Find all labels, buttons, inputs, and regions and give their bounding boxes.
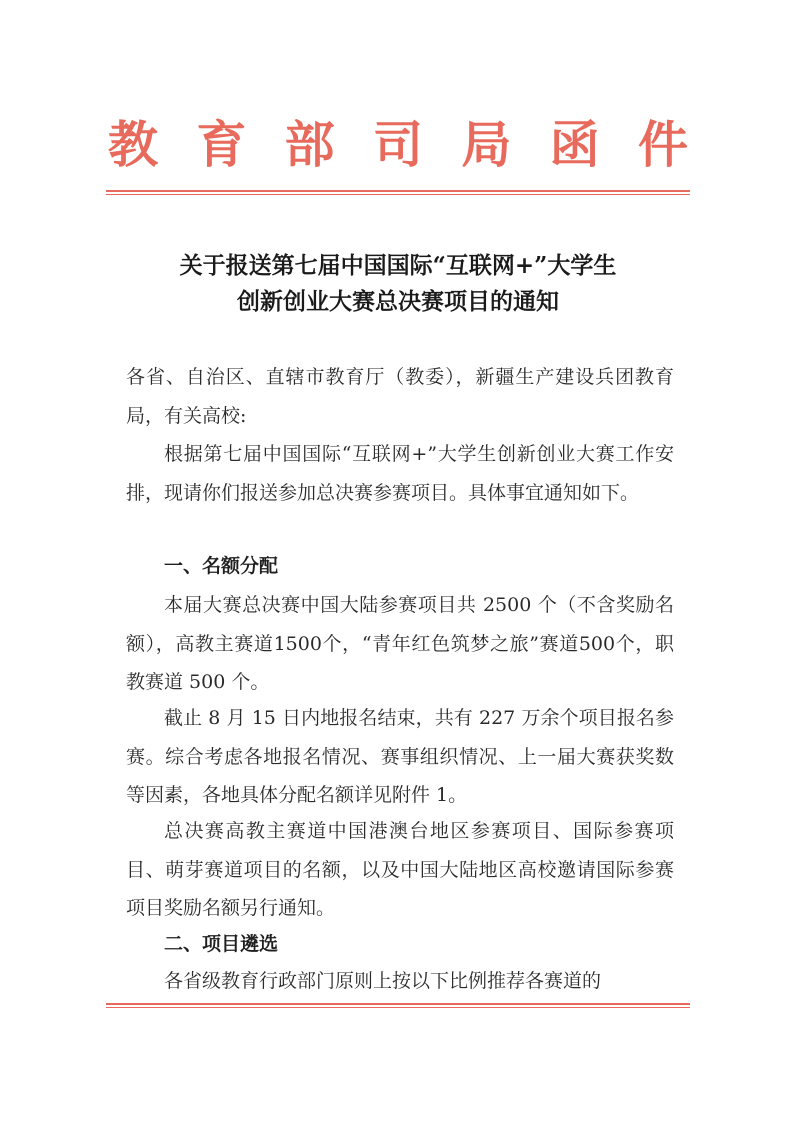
letterhead-divider-top [106, 190, 690, 196]
salutation-paragraph: 各省、自治区、直辖市教育厅（教委），新疆生产建设兵团教育局，有关高校: [126, 366, 674, 427]
section-2-paragraph-1: 各省级教育行政部门原则上按以下比例推荐各赛道的 [164, 970, 602, 992]
document-title-line-1: 关于报送第七届中国国际“互联网+”大学生 [179, 252, 617, 279]
section-1-paragraph-3: 总决赛高教主赛道中国港澳台地区参赛项目、国际参赛项目、萌芽赛道项目的名额，以及中国大陆地区高校邀请国际参赛项目奖励名额另行通知。 [126, 820, 674, 919]
letterhead-char: 司 [372, 115, 423, 174]
letterhead-char: 件 [637, 115, 688, 174]
section-1-heading: 一、名额分配 [164, 555, 279, 577]
intro-paragraph: 根据第七届中国国际“互联网+”大学生创新创业大赛工作安排，现请你们报送参加总决赛参赛项目。具体事宜通知如下。 [126, 443, 674, 504]
letterhead-title [108, 108, 688, 182]
section-2-heading: 二、项目遴选 [164, 933, 279, 955]
letterhead-char: 部 [284, 115, 335, 174]
page-footer-divider [106, 1003, 690, 1009]
letterhead-char: 函 [549, 115, 600, 174]
letterhead-char: 育 [196, 115, 247, 174]
section-1-paragraph-2: 截止 8 月 15 日内地报名结束，共有 227 万余个项目报名参赛。综合考虑各地报名情况、赛事组织情况、上一届大赛获奖数等因素，各地具体分配名额详见附件 1。 [126, 707, 674, 806]
document-title-line-2: 创新创业大赛总决赛项目的通知 [237, 288, 559, 315]
letterhead-char: 教 [108, 115, 158, 174]
letterhead-char: 局 [461, 115, 512, 174]
section-1-paragraph-1: 本届大赛总决赛中国大陆参赛项目共 2500 个（不含奖励名额），高教主赛道1500个，“青年红色筑梦之旅”赛道500个，职教赛道 500 个。 [126, 594, 674, 693]
